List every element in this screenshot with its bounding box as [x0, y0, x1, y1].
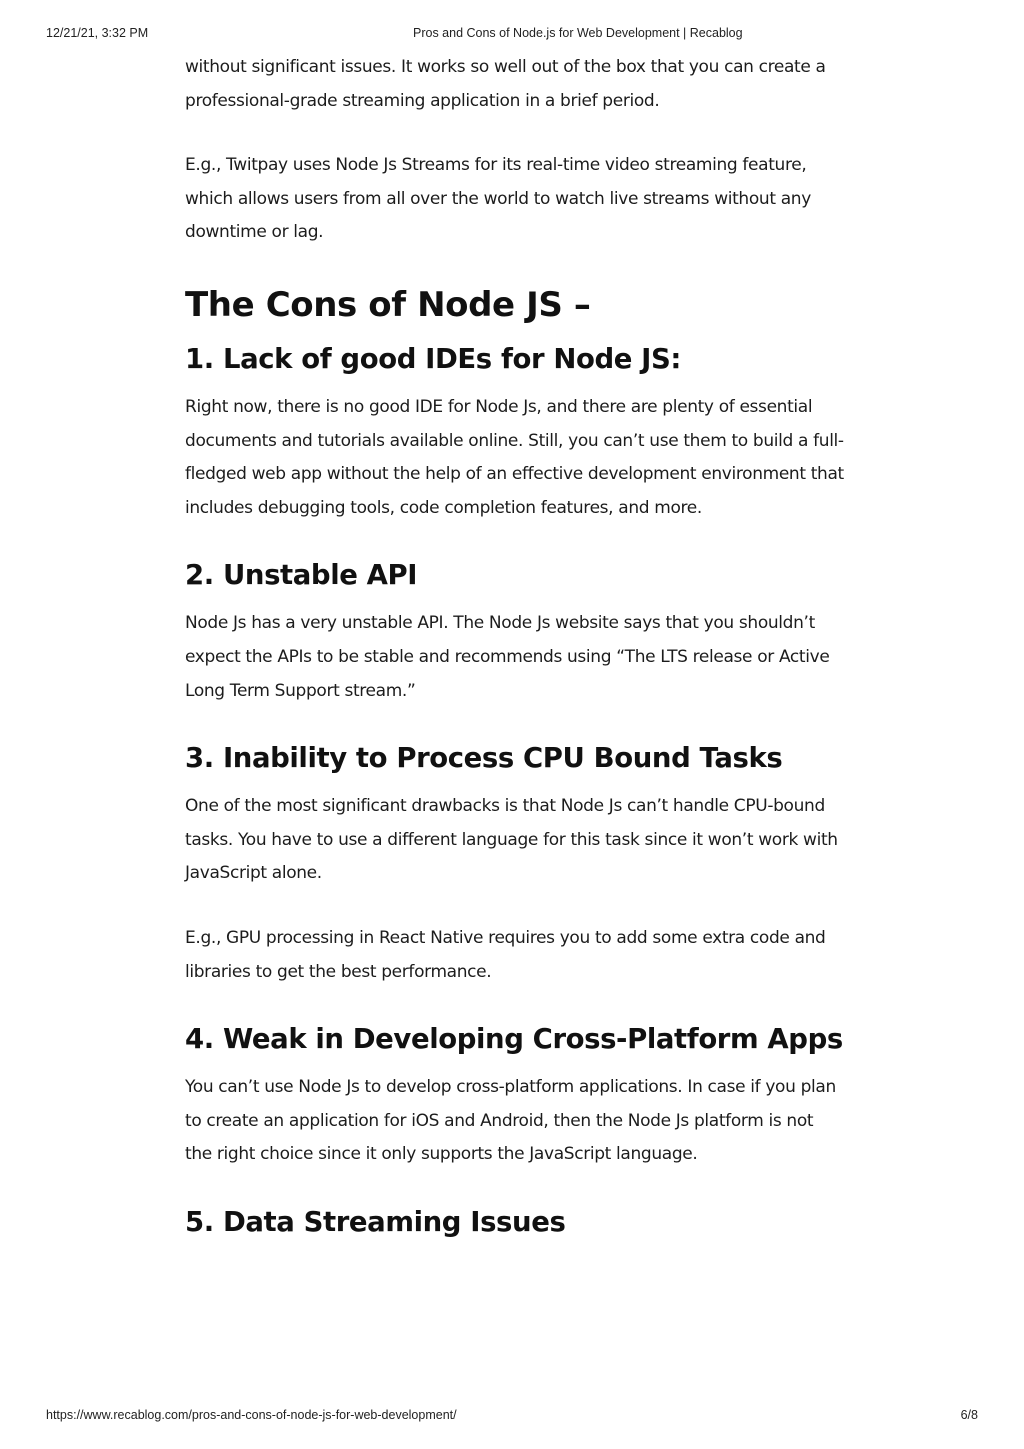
section-paragraph-ide: Right now, there is no good IDE for Node Js, and there are plenty of essential documents and tutorials available online. Still, you can’t use them to build a full-fledged web app without the help of an effective development environment that includes debugging tools, code completion features, and more. [185, 396, 844, 518]
print-footer [0, 1408, 1024, 1424]
print-header [0, 26, 1024, 42]
print-url: https://www.recablog.com/pros-and-cons-of-node-js-for-web-development/ [46, 1408, 457, 1422]
section-heading-cpu-bound: 3. Inability to Process CPU Bound Tasks [185, 742, 783, 775]
section-paragraph-cpu-example: E.g., GPU processing in React Native requires you to add some extra code and libraries to get the best performance. [185, 927, 826, 982]
print-page-number: 6/8 [960, 1408, 978, 1422]
cons-heading: The Cons of Node JS – [185, 284, 591, 325]
print-datetime: 12/21/21, 3:32 PM [46, 26, 149, 40]
section-heading-ide: 1. Lack of good IDEs for Node JS: [185, 342, 681, 375]
section-heading-unstable-api: 2. Unstable API [185, 559, 418, 592]
section-paragraph-cpu-bound: One of the most significant drawbacks is that Node Js can’t handle CPU-bound tasks. You have to use a different language for this task since it won’t work with JavaScript alone. [185, 796, 838, 884]
print-page-title: Pros and Cons of Node.js for Web Development | Recablog [413, 26, 743, 40]
section-paragraph-unstable-api: Node Js has a very unstable API. The Node Js website says that you shouldn’t expect the APIs to be stable and recommends using “The LTS release or Active Long Term Support stream.” [185, 613, 830, 701]
intro-example-paragraph: E.g., Twitpay uses Node Js Streams for its real-time video streaming feature, which allows users from all over the world to watch live streams without any downtime or lag. [185, 155, 811, 243]
intro-paragraph: without significant issues. It works so well out of the box that you can create a professional-grade streaming application in a brief period. [185, 57, 826, 111]
article-body [185, 51, 845, 1243]
section-paragraph-cross-platform: You can’t use Node Js to develop cross-platform applications. In case if you plan to create an application for iOS and Android, then the Node Js platform is not the right choice since it only supports the JavaScript language. [185, 1077, 836, 1165]
section-heading-data-streaming: 5. Data Streaming Issues [185, 1205, 566, 1238]
section-heading-cross-platform: 4. Weak in Developing Cross-Platform Apps [185, 1023, 843, 1056]
